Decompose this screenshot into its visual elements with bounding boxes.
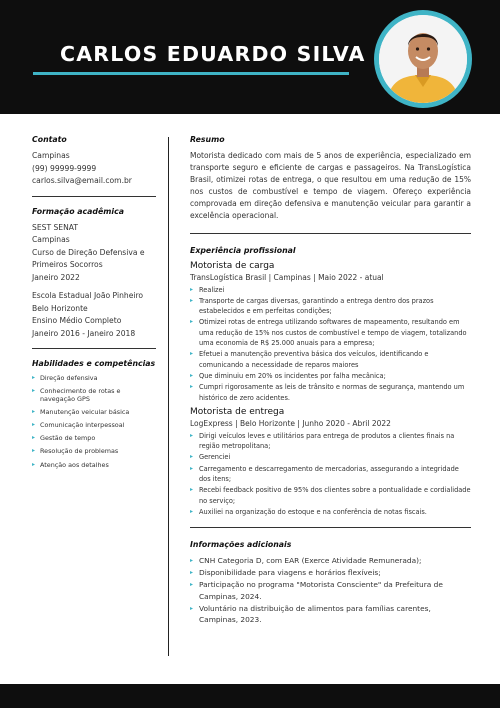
name-underline [33, 72, 349, 75]
skill-item: ▸ Conhecimento de rotas e navegação GPS [32, 387, 156, 403]
additional-item: ▸ Voluntário na distribuição de alimentos para famílias carentes, Campinas, 2023. [190, 603, 471, 626]
education-city: Campinas [32, 235, 70, 244]
additional-title: Informações adicionais [190, 540, 292, 550]
job-entry [190, 407, 471, 517]
skills-list [32, 374, 156, 469]
summary-title: Resumo [190, 135, 225, 144]
section-divider [32, 196, 156, 197]
section-divider [190, 233, 471, 234]
footer-bar [0, 684, 500, 708]
job-bullet: ▸ Otimizei rotas de entrega utilizando softwares de mapeamento, resultando em uma redução de 15% nos custos de combustível e tempo de viagem, totalizando uma economia de R$ 25.000 anuais para a empresa; [190, 317, 471, 348]
skill-item: ▸ Resolução de problemas [32, 447, 156, 455]
skills-title: Habilidades e competências [32, 359, 156, 368]
contact-phone: (99) 99999-9999 [32, 163, 97, 173]
skill-item: ▸ Atenção aos detalhes [32, 461, 156, 469]
job-bullet: ▸ Efetuei a manutenção preventiva básica dos veículos, identificando e comunicando a necessidade de reparos maiores [190, 349, 471, 370]
person-photo-icon [379, 15, 467, 103]
job-title: Motorista de carga [190, 260, 275, 271]
job-bullet: ▸ Realizei [190, 285, 471, 295]
education-course: Curso de Direção Defensiva e Primeiros Socorros [32, 247, 145, 269]
job-bullet: ▸ Recebi feedback positivo de 95% dos clientes sobre a pontualidade e cordialidade no serviço; [190, 485, 471, 506]
job-bullet: ▸ Gerenciei [190, 452, 471, 462]
skill-item: ▸ Gestão de tempo [32, 434, 156, 442]
job-entry [190, 261, 471, 403]
additional-item: ▸ Disponibilidade para viagens e horários flexíveis; [190, 567, 471, 579]
skill-item: ▸ Comunicação interpessoal [32, 421, 156, 429]
skill-item: ▸ Manutenção veicular básica [32, 408, 156, 416]
education-date: Janeiro 2016 - Janeiro 2018 [32, 328, 136, 338]
column-divider [168, 137, 169, 656]
education-title: Formação acadêmica [32, 206, 124, 216]
contact-city: Campinas [32, 151, 70, 160]
experience-title: Experiência profissional [190, 245, 296, 255]
job-bullet: ▸ Transporte de cargas diversas, garantindo a entrega dentro dos prazos estabelecidos e em perfeitas condições; [190, 296, 471, 317]
job-bullet: ▸ Auxiliei na organização do estoque e na conferência de notas fiscais. [190, 507, 471, 517]
education-city: Belo Horizonte [32, 303, 88, 313]
job-bullet: ▸ Que diminuiu em 20% os incidentes por falha mecânica; [190, 371, 471, 381]
job-bullets [190, 285, 471, 403]
education-date: Janeiro 2022 [32, 272, 80, 282]
left-column [32, 134, 156, 474]
job-bullets [190, 431, 471, 517]
skill-item: ▸ Direção defensiva [32, 374, 156, 382]
education-entry [32, 290, 156, 340]
education-course: Ensino Médio Completo [32, 316, 122, 325]
contact-email: carlos.silva@email.com.br [32, 176, 132, 185]
job-meta: LogExpress | Belo Horizonte | Junho 2020 - Abril 2022 [190, 418, 391, 428]
job-bullet: ▸ Cumpri rigorosamente as leis de trânsito e normas de segurança, mantendo um histórico de zero acidentes. [190, 382, 471, 403]
profile-photo [379, 15, 467, 103]
additional-item: ▸ CNH Categoria D, com EAR (Exerce Atividade Remunerada); [190, 555, 471, 567]
contact-title: Contato [32, 135, 67, 144]
summary-text: Motorista dedicado com mais de 5 anos de experiência, especializado em transporte seguro e eficiente de cargas e passageiros. Na TransLogística Brasil, otimizei rotas de entrega, o que resultou em uma redução de 15% nos custos de combustível e tempo de viagem. Ofereço experiência comprovada em direção defensiva e manutenção veicular para garantir a excelência operacional. [190, 151, 471, 221]
section-divider [190, 527, 471, 528]
job-meta: TransLogística Brasil | Campinas | Maio 2022 - atual [190, 272, 384, 282]
education-entry [32, 222, 156, 285]
section-divider [32, 348, 156, 349]
contact-details [32, 150, 156, 188]
right-column [190, 134, 471, 626]
job-bullet: ▸ Dirigi veículos leves e utilitários para entrega de produtos a clientes finais na região metropolitana; [190, 431, 471, 452]
header-banner [0, 0, 500, 114]
job-title: Motorista de entrega [190, 406, 285, 417]
job-bullet: ▸ Carregamento e descarregamento de mercadorias, assegurando a integridade dos itens; [190, 464, 471, 485]
additional-list [190, 555, 471, 626]
additional-item: ▸ Participação no programa "Motorista Consciente" da Prefeitura de Campinas, 2024. [190, 579, 471, 602]
education-school: SEST SENAT [32, 222, 79, 232]
candidate-name: CARLOS EDUARDO SILVA [60, 42, 366, 66]
education-school: Escola Estadual João Pinheiro [32, 291, 144, 300]
